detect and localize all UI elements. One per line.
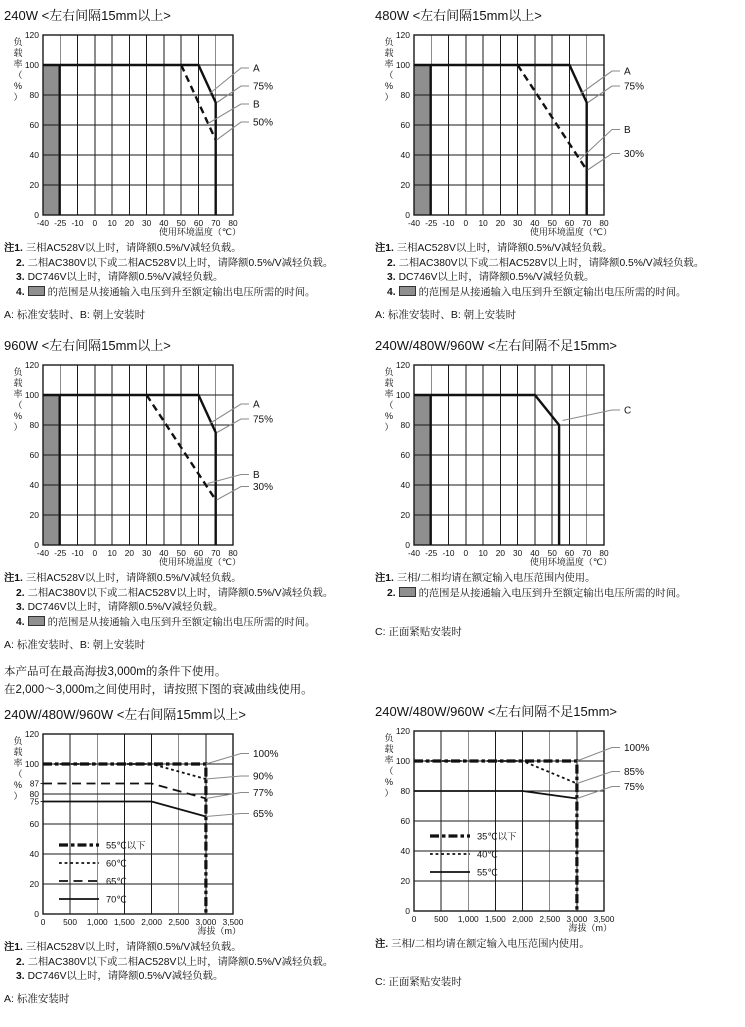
svg-text:100: 100 <box>24 389 39 400</box>
svg-text:80: 80 <box>228 547 238 558</box>
svg-text:载: 载 <box>13 377 23 388</box>
note-line <box>4 572 374 587</box>
section-240w-15mm <box>3 5 374 322</box>
svg-text:率: 率 <box>384 754 394 765</box>
note-number: 注1. <box>375 243 394 254</box>
svg-text:（: （ <box>384 70 394 80</box>
svg-text:2,000: 2,000 <box>512 913 533 924</box>
mounting-legend: A: 标准安装时 <box>4 992 70 1005</box>
svg-text:%: % <box>384 81 394 91</box>
svg-text:100%: 100% <box>624 742 650 754</box>
svg-text:30%: 30% <box>624 149 645 160</box>
altitude-chart-under15mm <box>374 725 745 933</box>
section-heading: 240W <左右间隔15mm以上> <box>4 8 171 23</box>
mounting-legend: C: 正面紧贴安装时 <box>375 976 462 989</box>
svg-text:-40: -40 <box>37 218 49 228</box>
svg-text:10: 10 <box>107 218 117 228</box>
svg-text:120: 120 <box>24 30 39 40</box>
svg-text:2,000: 2,000 <box>141 916 162 927</box>
svg-text:20: 20 <box>400 180 410 190</box>
intro-line-2: 在2,000～3,000m之间使用时，请按照下图的衰减曲线使用。 <box>4 684 313 697</box>
svg-text:0: 0 <box>34 539 39 550</box>
svg-text:载: 载 <box>13 48 23 58</box>
note-text: 的范围是从接通输入电压到升至额定输出电压所需的时间。 <box>418 588 687 600</box>
altitude-intro <box>3 665 374 699</box>
svg-text:70: 70 <box>582 547 592 558</box>
svg-text:-10: -10 <box>71 547 84 558</box>
svg-text:率: 率 <box>384 59 394 69</box>
svg-text:）: ） <box>384 421 394 432</box>
svg-text:100: 100 <box>395 755 410 766</box>
svg-text:20: 20 <box>400 875 410 886</box>
svg-text:-25: -25 <box>54 218 67 228</box>
svg-text:40: 40 <box>29 479 39 490</box>
svg-text:率: 率 <box>13 59 23 69</box>
svg-text:10: 10 <box>478 547 488 558</box>
note-number: 注. <box>375 938 389 950</box>
gray-band-swatch-icon <box>28 616 45 626</box>
svg-text:0: 0 <box>34 210 39 220</box>
svg-text:B: B <box>624 125 631 136</box>
svg-text:负: 负 <box>384 732 394 743</box>
svg-text:载: 载 <box>384 377 394 388</box>
note-line <box>4 601 374 616</box>
svg-text:0: 0 <box>92 218 98 228</box>
section-heading: 240W/480W/960W <左右间隔不足15mm> <box>375 337 618 353</box>
notes-list <box>375 938 745 953</box>
svg-text:C: C <box>624 405 632 417</box>
svg-text:60: 60 <box>564 547 575 558</box>
svg-text:20: 20 <box>124 547 135 558</box>
svg-text:50: 50 <box>547 547 557 558</box>
section-heading: 960W <左右间隔15mm以上> <box>4 337 171 353</box>
note-text: 二相AC380V以下或二相AC528V以上时，请降额0.5%/V减轻负载。 <box>398 257 705 269</box>
svg-text:1,000: 1,000 <box>86 916 108 927</box>
svg-text:10: 10 <box>107 547 117 558</box>
note-line <box>375 271 745 286</box>
svg-text:90%: 90% <box>253 771 274 783</box>
svg-text:40℃: 40℃ <box>477 849 498 860</box>
note-text: 三相/二相均请在额定输入电压范围内使用。 <box>391 938 590 950</box>
note-text: DC746V以上时，请降额0.5%/V减轻负载。 <box>27 971 224 983</box>
svg-text:海拔（m）: 海拔（m） <box>568 922 612 933</box>
note-line <box>4 587 374 602</box>
svg-text:40: 40 <box>400 845 410 856</box>
svg-text:75%: 75% <box>624 81 645 93</box>
note-line <box>4 970 374 985</box>
svg-text:70: 70 <box>211 218 221 228</box>
section-960w-15mm <box>3 335 374 652</box>
svg-text:0: 0 <box>463 218 469 228</box>
svg-text:60℃: 60℃ <box>106 858 127 869</box>
gray-band-swatch-icon <box>28 286 45 296</box>
note-number: 注1. <box>4 572 23 584</box>
svg-text:87: 87 <box>29 779 39 789</box>
svg-text:40: 40 <box>29 848 39 859</box>
svg-text:100: 100 <box>24 60 39 70</box>
svg-text:10: 10 <box>478 218 488 228</box>
chart-svg <box>3 728 371 936</box>
svg-text:40: 40 <box>159 547 169 558</box>
svg-text:60: 60 <box>29 120 39 130</box>
notes-list <box>4 941 374 985</box>
svg-text:-10: -10 <box>442 218 455 228</box>
note-text: DC746V以上时，请降额0.5%/V减轻负载。 <box>27 272 224 284</box>
svg-text:75%: 75% <box>624 781 645 793</box>
svg-text:60: 60 <box>193 547 204 558</box>
svg-text:60: 60 <box>400 815 410 826</box>
svg-text:55℃: 55℃ <box>477 867 498 878</box>
svg-text:负: 负 <box>13 735 23 746</box>
svg-text:-25: -25 <box>425 218 438 228</box>
note-line <box>375 938 745 953</box>
svg-text:-10: -10 <box>442 547 455 558</box>
svg-text:75%: 75% <box>253 414 274 426</box>
svg-text:20: 20 <box>495 547 506 558</box>
svg-text:100: 100 <box>395 389 410 400</box>
svg-text:40: 40 <box>400 479 410 490</box>
svg-text:-25: -25 <box>425 547 438 558</box>
svg-text:80: 80 <box>599 218 609 228</box>
note-line <box>4 286 374 301</box>
note-text: 三相AC528V以上时，请降额0.5%/V减轻负载。 <box>25 941 242 953</box>
svg-text:载: 载 <box>384 743 394 754</box>
svg-text:载: 载 <box>13 746 23 757</box>
svg-text:（: （ <box>13 399 23 410</box>
section-altitude-15mm <box>3 665 374 1006</box>
svg-text:（: （ <box>384 399 394 410</box>
svg-text:）: ） <box>13 92 23 102</box>
svg-text:%: % <box>13 81 23 91</box>
svg-text:负: 负 <box>384 366 394 377</box>
svg-text:%: % <box>13 779 23 790</box>
svg-text:30: 30 <box>141 218 152 228</box>
svg-text:50: 50 <box>176 218 186 228</box>
note-number: 2. <box>387 588 396 600</box>
svg-text:率: 率 <box>13 757 23 768</box>
note-text: DC746V以上时，请降额0.5%/V减轻负载。 <box>27 602 224 614</box>
derating-chart-480w <box>374 29 745 237</box>
section-480w-15mm <box>374 5 745 322</box>
notes-list <box>375 242 745 301</box>
note-number: 3. <box>16 602 25 614</box>
svg-text:40: 40 <box>530 547 540 558</box>
note-number: 4. <box>16 617 25 629</box>
note-number: 4. <box>387 287 396 299</box>
svg-text:80: 80 <box>228 218 238 228</box>
note-text: DC746V以上时，请降额0.5%/V减轻负载。 <box>398 272 595 284</box>
svg-text:65℃: 65℃ <box>106 876 127 887</box>
svg-text:60: 60 <box>193 218 204 228</box>
svg-text:-40: -40 <box>408 218 420 228</box>
svg-text:60: 60 <box>29 449 39 460</box>
svg-text:80: 80 <box>29 419 39 430</box>
svg-text:2,500: 2,500 <box>168 916 190 927</box>
svg-text:20: 20 <box>495 218 506 228</box>
note-text: 二相AC380V以下或二相AC528V以上时，请降额0.5%/V减轻负载。 <box>27 956 334 968</box>
note-line <box>4 941 374 956</box>
derating-chart-under15mm <box>374 359 745 567</box>
mounting-legend: A: 标准安装时、B: 朝上安装时 <box>375 308 517 321</box>
svg-text:-25: -25 <box>54 547 67 558</box>
svg-text:500: 500 <box>434 913 449 924</box>
svg-text:70: 70 <box>582 218 592 228</box>
svg-text:80: 80 <box>599 547 609 558</box>
svg-text:-40: -40 <box>37 547 49 558</box>
note-line <box>4 257 374 272</box>
svg-text:B: B <box>253 469 260 481</box>
note-line <box>375 572 745 587</box>
note-number: 2. <box>16 956 25 968</box>
note-number: 3. <box>16 272 25 284</box>
svg-text:30: 30 <box>512 547 523 558</box>
svg-text:55℃以下: 55℃以下 <box>106 840 146 851</box>
svg-text:30%: 30% <box>253 481 274 493</box>
svg-text:20: 20 <box>124 218 135 228</box>
svg-text:（: （ <box>384 765 394 776</box>
svg-text:A: A <box>253 63 260 75</box>
note-line <box>4 616 374 631</box>
svg-text:50: 50 <box>547 218 557 228</box>
note-line <box>375 242 745 257</box>
svg-text:A: A <box>253 399 260 411</box>
svg-text:A: A <box>624 66 631 78</box>
svg-text:%: % <box>384 776 394 787</box>
svg-text:）: ） <box>384 92 394 102</box>
note-text: 三相AC528V以上时，请降额0.5%/V减轻负载。 <box>396 243 613 254</box>
svg-text:20: 20 <box>29 878 39 889</box>
mounting-legend: A: 标准安装时、B: 朝上安装时 <box>4 638 146 651</box>
svg-text:）: ） <box>13 421 23 432</box>
mounting-legend: C: 正面紧贴安装时 <box>375 625 462 638</box>
svg-text:使用环境温度（℃）: 使用环境温度（℃） <box>529 227 612 237</box>
svg-text:60: 60 <box>400 120 410 130</box>
svg-text:60: 60 <box>564 218 575 228</box>
note-line <box>375 286 745 301</box>
svg-text:使用环境温度（℃）: 使用环境温度（℃） <box>529 556 612 567</box>
svg-text:0: 0 <box>92 547 98 558</box>
svg-text:）: ） <box>384 787 394 798</box>
intro-line-1: 本产品可在最高海拔3,000m的条件下使用。 <box>4 665 227 678</box>
mounting-legend: A: 标准安装时、B: 朝上安装时 <box>4 308 146 321</box>
svg-text:%: % <box>13 410 23 421</box>
svg-text:65%: 65% <box>253 808 274 820</box>
svg-text:0: 0 <box>40 916 46 927</box>
svg-text:）: ） <box>13 790 23 801</box>
note-line <box>4 956 374 971</box>
note-line <box>4 271 374 286</box>
chart-svg <box>3 359 371 567</box>
note-line <box>375 257 745 272</box>
svg-text:40: 40 <box>400 150 410 160</box>
svg-text:80: 80 <box>29 90 39 100</box>
svg-text:率: 率 <box>384 388 394 399</box>
svg-text:50%: 50% <box>253 117 274 129</box>
notes-list <box>4 242 374 301</box>
svg-text:B: B <box>253 99 260 111</box>
svg-text:使用环境温度（℃）: 使用环境温度（℃） <box>158 227 241 237</box>
note-text: 三相AC528V以上时，请降额0.5%/V减轻负载。 <box>25 572 242 584</box>
note-number: 注1. <box>375 572 394 584</box>
note-number: 3. <box>387 272 396 284</box>
svg-text:120: 120 <box>24 359 39 370</box>
svg-text:%: % <box>384 410 394 421</box>
note-number: 2. <box>16 587 25 599</box>
svg-text:率: 率 <box>13 388 23 399</box>
svg-text:500: 500 <box>63 916 78 927</box>
chart-svg <box>3 29 371 237</box>
section-all-under15mm <box>374 335 745 652</box>
chart-svg <box>374 725 742 933</box>
svg-text:0: 0 <box>405 905 410 916</box>
svg-text:80: 80 <box>29 788 39 799</box>
svg-text:负: 负 <box>13 37 23 47</box>
svg-text:-40: -40 <box>408 547 420 558</box>
svg-text:77%: 77% <box>253 787 274 799</box>
note-number: 2. <box>387 257 396 269</box>
svg-text:负: 负 <box>13 366 23 377</box>
svg-text:海拔（m）: 海拔（m） <box>197 925 241 936</box>
svg-text:（: （ <box>13 70 23 80</box>
svg-text:20: 20 <box>29 180 39 190</box>
svg-text:80: 80 <box>400 419 410 430</box>
svg-text:120: 120 <box>395 359 410 370</box>
svg-text:（: （ <box>13 768 23 779</box>
svg-text:载: 载 <box>384 48 394 58</box>
section-heading: 240W/480W/960W <左右间隔不足15mm> <box>375 703 618 719</box>
svg-text:75%: 75% <box>253 81 274 93</box>
svg-text:2,500: 2,500 <box>539 913 561 924</box>
notes-list <box>4 572 374 631</box>
gray-band-swatch-icon <box>399 286 416 296</box>
svg-text:0: 0 <box>463 547 469 558</box>
chart-grid <box>3 5 745 1019</box>
svg-text:70℃: 70℃ <box>106 894 127 905</box>
svg-text:50: 50 <box>176 547 186 558</box>
derating-chart-960w <box>3 359 374 567</box>
note-text: 的范围是从接通输入电压到升至额定输出电压所需的时间。 <box>47 287 316 299</box>
svg-text:120: 120 <box>395 30 410 40</box>
svg-text:40: 40 <box>530 218 540 228</box>
note-number: 注1. <box>4 243 23 254</box>
svg-text:120: 120 <box>24 728 39 739</box>
svg-text:30: 30 <box>141 547 152 558</box>
section-altitude-under15mm <box>374 665 745 1006</box>
svg-text:85%: 85% <box>624 766 645 778</box>
svg-text:80: 80 <box>400 785 410 796</box>
svg-text:120: 120 <box>395 725 410 736</box>
svg-text:70: 70 <box>211 547 221 558</box>
svg-text:0: 0 <box>34 908 39 919</box>
svg-text:负: 负 <box>384 37 394 47</box>
note-text: 二相AC380V以下或二相AC528V以上时，请降额0.5%/V减轻负载。 <box>27 257 334 269</box>
derating-chart-240w <box>3 29 374 237</box>
svg-text:35℃以下: 35℃以下 <box>477 831 517 842</box>
svg-text:20: 20 <box>400 509 410 520</box>
svg-text:60: 60 <box>29 818 39 829</box>
notes-list <box>375 572 745 602</box>
svg-text:0: 0 <box>411 913 417 924</box>
svg-text:使用环境温度（℃）: 使用环境温度（℃） <box>158 556 241 567</box>
svg-text:80: 80 <box>400 90 410 100</box>
note-text: 的范围是从接通输入电压到升至额定输出电压所需的时间。 <box>47 617 316 629</box>
svg-text:3,000: 3,000 <box>566 913 588 924</box>
svg-text:3,500: 3,500 <box>222 916 244 927</box>
section-heading: 480W <左右间隔15mm以上> <box>375 8 542 23</box>
note-number: 注1. <box>4 941 23 953</box>
svg-text:75: 75 <box>29 797 39 807</box>
svg-text:30: 30 <box>512 218 523 228</box>
note-number: 4. <box>16 287 25 299</box>
svg-text:3,000: 3,000 <box>195 916 217 927</box>
svg-text:100%: 100% <box>253 748 279 760</box>
svg-text:3,500: 3,500 <box>593 913 615 924</box>
note-line <box>375 587 745 602</box>
note-text: 二相AC380V以下或二相AC528V以上时，请降额0.5%/V减轻负载。 <box>27 587 334 599</box>
svg-text:60: 60 <box>400 449 410 460</box>
gray-band-swatch-icon <box>399 587 416 597</box>
svg-text:1,000: 1,000 <box>457 913 479 924</box>
svg-text:0: 0 <box>405 539 410 550</box>
note-number: 2. <box>16 257 25 269</box>
svg-text:100: 100 <box>395 60 410 70</box>
svg-text:-10: -10 <box>71 218 84 228</box>
chart-svg <box>374 359 742 567</box>
note-text: 三相/二相均请在额定输入电压范围内使用。 <box>396 572 596 584</box>
svg-text:20: 20 <box>29 509 39 520</box>
note-text: 三相AC528V以上时，请降额0.5%/V减轻负载。 <box>25 243 242 254</box>
note-number: 3. <box>16 971 25 983</box>
altitude-chart-15mm <box>3 728 374 936</box>
svg-text:100: 100 <box>24 758 39 769</box>
section-heading: 240W/480W/960W <左右间隔15mm以上> <box>4 706 247 722</box>
note-line <box>4 242 374 257</box>
svg-text:40: 40 <box>29 150 39 160</box>
chart-svg <box>374 29 742 237</box>
svg-text:40: 40 <box>159 218 169 228</box>
svg-text:0: 0 <box>405 210 410 220</box>
note-text: 的范围是从接通输入电压到升至额定输出电压所需的时间。 <box>418 287 687 299</box>
svg-text:1,500: 1,500 <box>114 916 135 927</box>
svg-text:1,500: 1,500 <box>485 913 506 924</box>
